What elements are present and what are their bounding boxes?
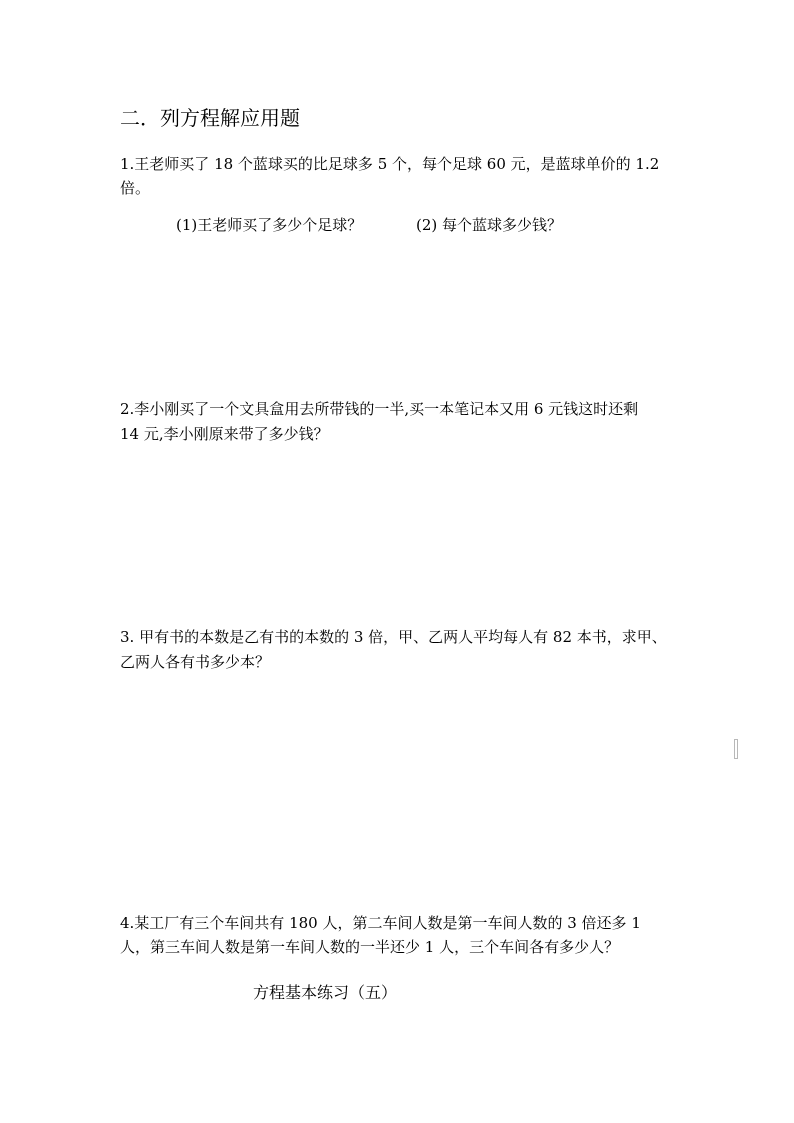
question-3-line-1: 3. 甲有书的本数是乙有书的本数的 3 倍，甲、乙两人平均每人有 82 本书，求甲、 [120, 628, 667, 646]
question-4-line-2: 人，第三车间人数是第一车间人数的一半还少 1 人，三个车间各有多少人？ [120, 938, 620, 956]
section-title: 二．列方程解应用题 [120, 106, 300, 130]
question-3-line-2: 乙两人各有书多少本？ [120, 653, 271, 671]
question-1-sub-1: (1)王老师买了多少个足球？ [176, 216, 363, 234]
question-2-line-1: 2.李小刚买了一个文具盒用去所带钱的一半,买一本笔记本又用 6 元钱这时还剩 [120, 400, 639, 418]
question-1-line-2: 倍。 [120, 179, 151, 197]
question-4-line-1: 4.某工厂有三个车间共有 180 人，第二车间人数是第一车间人数的 3 倍还多 1 [120, 914, 641, 932]
question-1-line-1: 1.王老师买了 18 个蓝球买的比足球多 5 个，每个足球 60 元，是蓝球单价的 1.2 [120, 155, 660, 173]
text-cursor-mark [734, 739, 738, 759]
footer-title: 方程基本练习（五） [253, 983, 398, 1002]
question-1-sub-2: (2) 每个蓝球多少钱？ [416, 216, 563, 234]
question-2-line-2: 14 元,李小刚原来带了多少钱？ [120, 425, 329, 443]
